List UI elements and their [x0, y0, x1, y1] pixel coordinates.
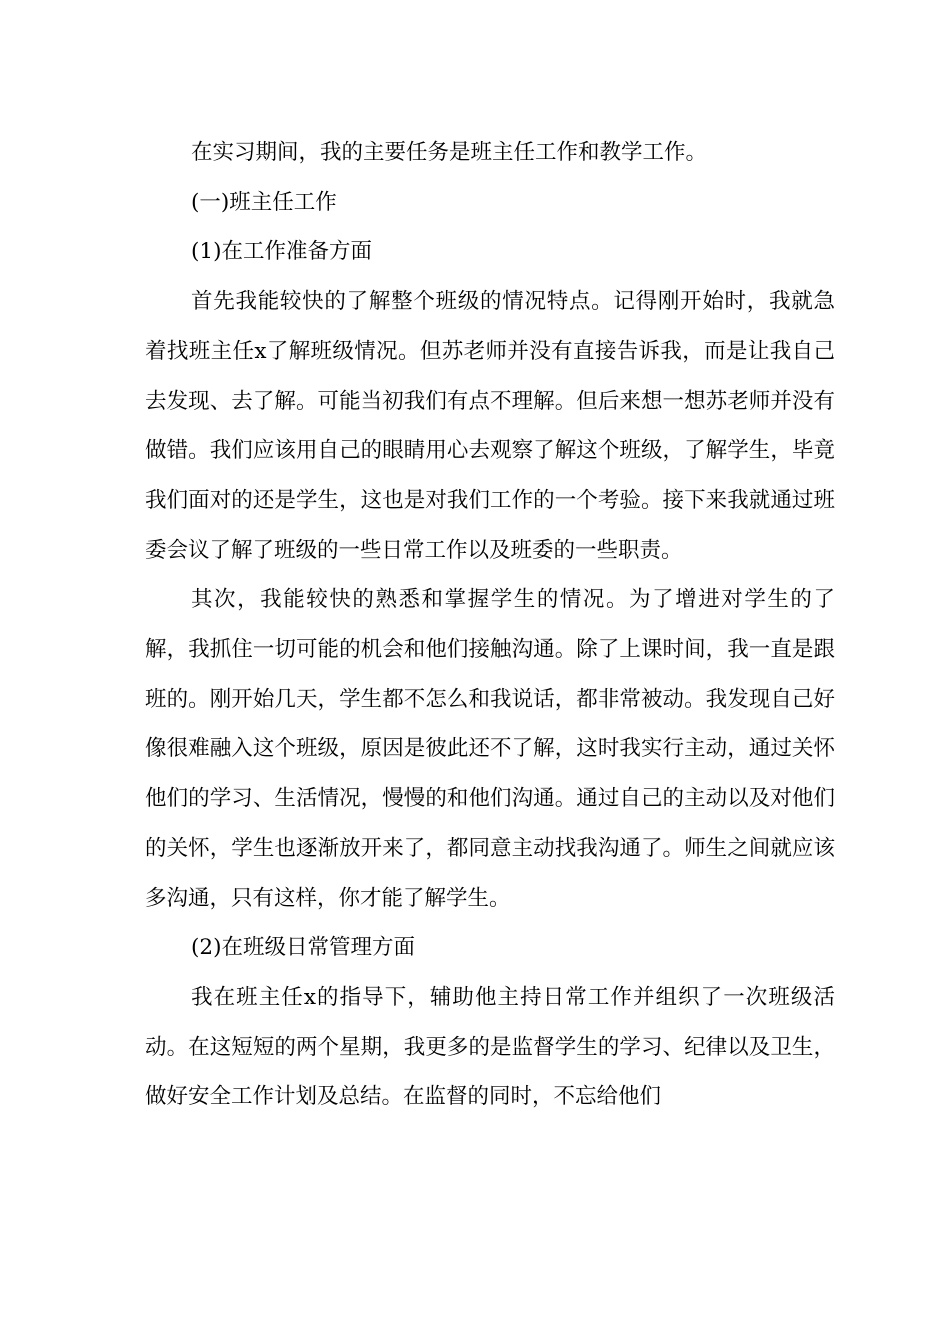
- subheading-work-preparation: (1)在工作准备方面: [191, 239, 372, 265]
- paragraph-intro: 在实习期间，我的主要任务是班主任工作和教学工作。: [191, 140, 708, 165]
- paragraph-daily-management: 我在班主任x的指导下，辅助他主持日常工作并组织了一次班级活动。在这短短的两个星期，我更多的是监督学生的学习、纪律以及卫生，做好安全工作计划及总结。在监督的同时，不忘给他们: [145, 984, 835, 1110]
- paragraph-understanding-class: 首先我能较快的了解整个班级的情况特点。记得刚开始时，我就急着找班主任x了解班级情况。但苏老师并没有直接告诉我，而是让我自己去发现、去了解。可能当初我们有点不理解。但后来想一想苏老师并没有做错。我们应该用自己的眼睛用心去观察了解这个班级，了解学生，毕竟我们面对的还是学生，这也是对我们工作的一个考验。接下来我就通过班委会议了解了班级的一些日常工作以及班委的一些职责。: [145, 289, 835, 563]
- paragraph-knowing-students: 其次，我能较快的熟悉和掌握学生的情况。为了增进对学生的了解，我抓住一切可能的机会和他们接触沟通。除了上课时间，我一直是跟班的。刚开始几天，学生都不怎么和我说话，都非常被动。我发现自己好像很难融入这个班级，原因是彼此还不了解，这时我实行主动，通过关怀他们的学习、生活情况，慢慢的和他们沟通。通过自己的主动以及对他们的关怀，学生也逐渐放开来了，都同意主动找我沟通了。师生之间就应该多沟通，只有这样，你才能了解学生。: [145, 587, 835, 911]
- subheading-daily-management: (2)在班级日常管理方面: [191, 935, 415, 961]
- section-heading-class-teacher-work: (一)班主任工作: [191, 189, 337, 215]
- document-body: [145, 128, 835, 1122]
